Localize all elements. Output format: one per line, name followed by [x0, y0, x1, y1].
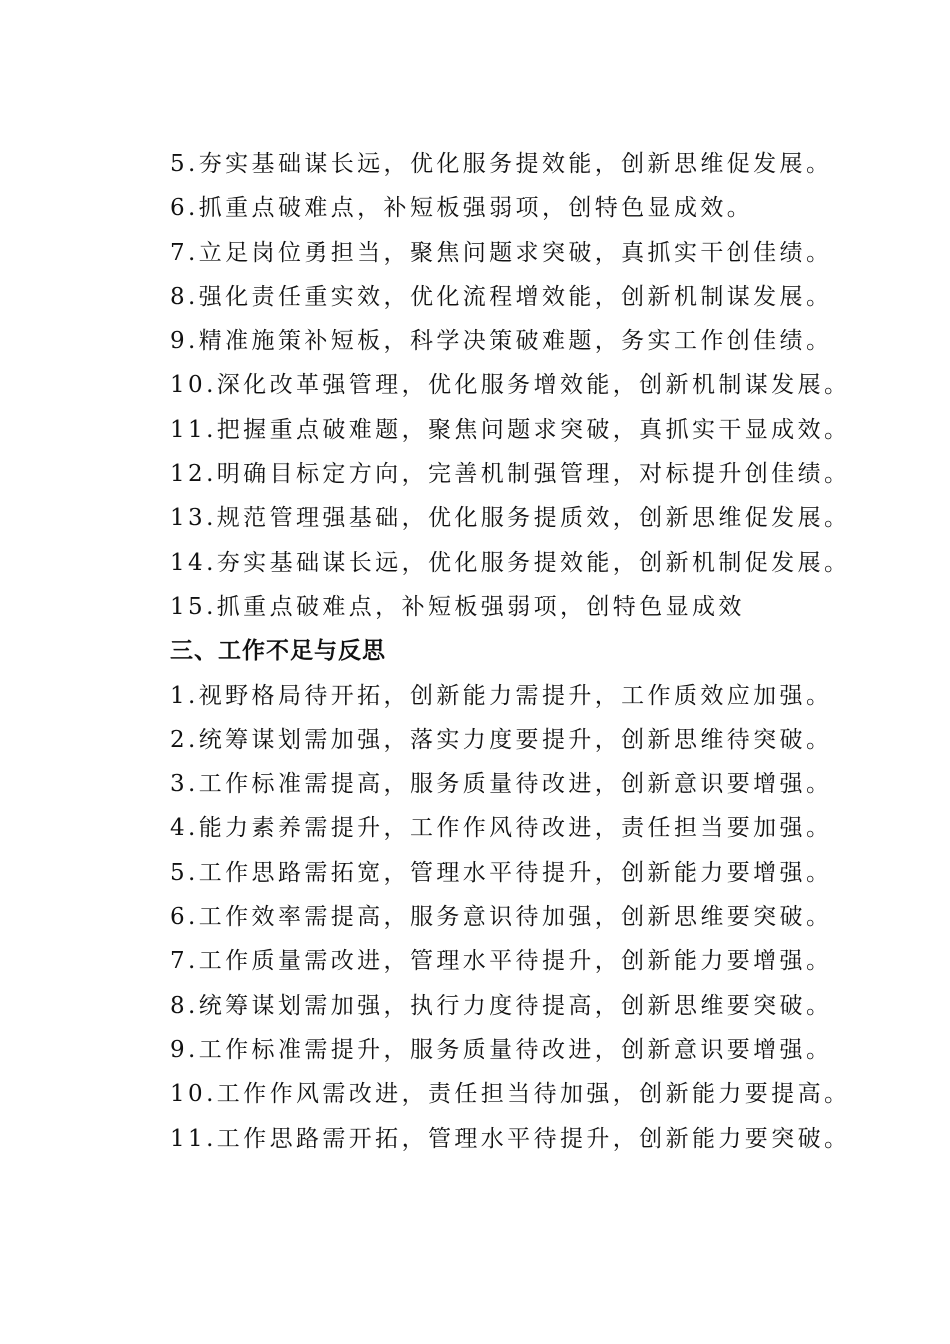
list-item: 6.抓重点破难点，补短板强弱项，创特色显成效。 [170, 195, 754, 222]
list-item: 8.统筹谋划需加强，执行力度待提高，创新思维要突破。 [170, 992, 833, 1019]
list-item: 7.立足岗位勇担当，聚焦问题求突破，真抓实干创佳绩。 [170, 239, 833, 266]
section-heading: 三、工作不足与反思 [170, 638, 386, 665]
list-item: 5.夯实基础谋长远，优化服务提效能，创新思维促发展。 [170, 151, 833, 177]
list-item: 11.工作思路需开拓，管理水平待提升，创新能力要突破。 [170, 1125, 851, 1152]
list-item: 6.工作效率需提高，服务意识待加强，创新思维要突破。 [170, 904, 833, 931]
list-item: 9.精准施策补短板，科学决策破难题，务实工作创佳绩。 [170, 328, 833, 355]
list-item: 12.明确目标定方向，完善机制强管理，对标提升创佳绩。 [170, 461, 851, 488]
list-item: 11.把握重点破难题，聚焦问题求突破，真抓实干显成效。 [170, 416, 851, 443]
list-item: 15.抓重点破难点，补短板强弱项，创特色显成效 [170, 593, 745, 620]
list-item: 9.工作标准需提升，服务质量待改进，创新意识要增强。 [170, 1036, 833, 1063]
list-item: 14.夯实基础谋长远，优化服务提效能，创新机制促发展。 [170, 549, 851, 576]
list-item: 10.深化改革强管理，优化服务增效能，创新机制谋发展。 [170, 372, 851, 399]
list-item: 5.工作思路需拓宽，管理水平待提升，创新能力要增强。 [170, 859, 833, 886]
list-item: 2.统筹谋划需加强，落实力度要提升，创新思维待突破。 [170, 726, 833, 753]
document-body [170, 142, 850, 1161]
list-item: 8.强化责任重实效，优化流程增效能，创新机制谋发展。 [170, 283, 833, 310]
list-item: 10.工作作风需改进，责任担当待加强，创新能力要提高。 [170, 1081, 851, 1108]
list-item: 4.能力素养需提升，工作作风待改进，责任担当要加强。 [170, 815, 833, 842]
list-item: 3.工作标准需提高，服务质量待改进，创新意识要增强。 [170, 771, 833, 798]
list-item: 7.工作质量需改进，管理水平待提升，创新能力要增强。 [170, 948, 833, 975]
list-item: 13.规范管理强基础，优化服务提质效，创新思维促发展。 [170, 505, 851, 532]
list-item: 1.视野格局待开拓，创新能力需提升，工作质效应加强。 [170, 682, 833, 709]
